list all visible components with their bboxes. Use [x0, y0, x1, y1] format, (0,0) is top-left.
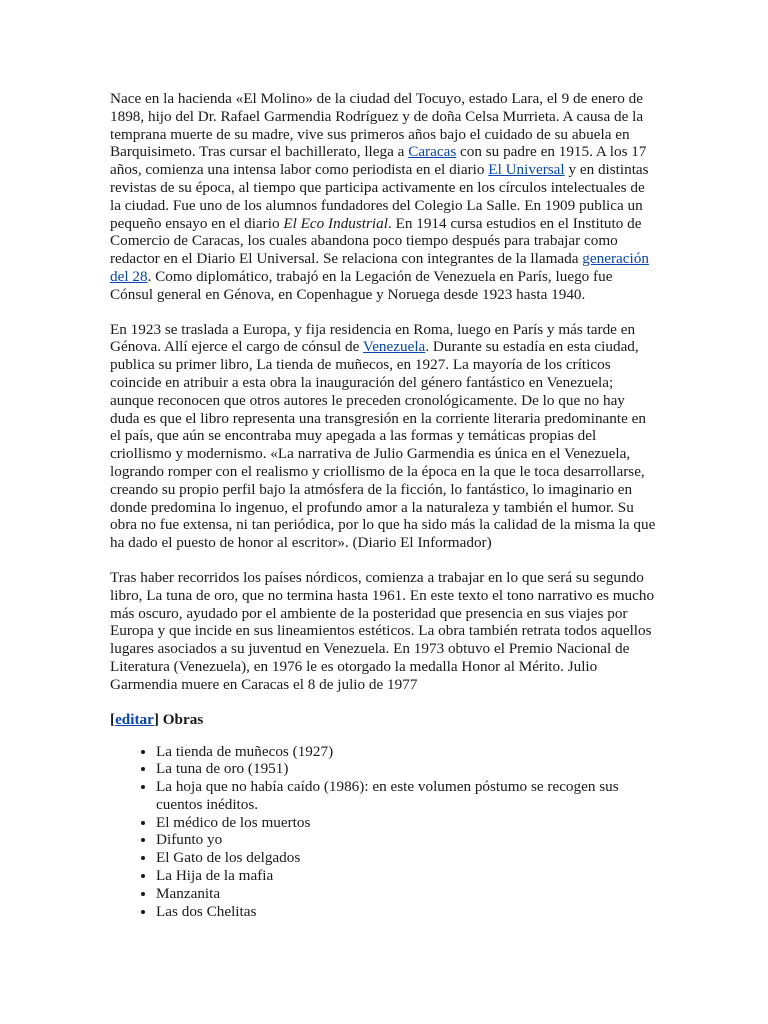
caracas-link[interactable]: Caracas — [408, 143, 457, 161]
list-item: • El médico de los muertos — [156, 814, 658, 832]
list-item: • La tienda de muñecos (1927) — [156, 743, 658, 761]
edit-bracket-open: [ — [110, 710, 116, 728]
paragraph-text: . En 1914 cursa estudios en el Instituto de Comercio de Caracas, los cuales abandona poco tiempo después para trabajar como redactor en el Diario El Universal. Se relaciona con integrantes de la llamada — [110, 214, 642, 268]
list-item: • El Gato de los delgados — [156, 849, 658, 867]
paragraph-text: y en distintas revistas de su época, al tiempo que participa activamente en los círculos intelectuales de la ciudad. Fue uno de los alumnos fundadores del Colegio La Salle. En 1909 publica un pequeño ensayo en el diario — [110, 161, 649, 232]
list-item: • Las dos Chelitas — [156, 903, 658, 921]
venezuela-link[interactable]: Venezuela — [362, 338, 426, 356]
works-list — [110, 743, 658, 921]
biography-paragraph-2 — [110, 321, 658, 552]
paragraph-text: . Como diplomático, trabajó en la Legación de Venezuela en París, luego fue Cónsul general en Génova, en Copenhague y Noruega desde 1923 hasta 1940. — [110, 267, 613, 303]
generacion-del-28-link[interactable]: generación del 28 — [110, 250, 649, 285]
section-title: Obras — [158, 710, 204, 728]
paragraph-text: . Durante su estadía en esta ciudad, publica su primer libro, La tienda de muñecos, en 1927. La mayoría de los críticos coincide en atribuir a esta obra la inauguración del género fantástico en Venezuela; aunque reconocen que otros autores le preceden cronológicamente. De lo que no hay duda es que el libro representa una transgresión en la corriente literaria predominante en el país, que aún se encontraba muy apegada a las formas y temáticas propias del criollismo y modernismo. «La narrativa de Julio Garmendia es única en el Venezuela, logrando romper con el realismo y criollismo de la época en la que le toca desarrollarse, creando su propio perfil bajo la atmósfera de la ficción, lo fantástico, lo imaginario en donde predomina lo ingenuo, el profundo amor a la naturaleza y también el humor. Su obra no fue extensa, ni tan periódica, por lo que ha sido más la calidad de la misma la que ha dado el puesto de honor al escritor». (Diario El Informador) — [110, 338, 656, 552]
eco-industrial-title: El Eco Industrial — [283, 214, 388, 232]
list-item: • La hoja que no había caído (1986): en este volumen póstumo se recogen sus cuentos inéditos. — [156, 778, 658, 814]
paragraph-text: Nace en la hacienda «El Molino» de la ciudad del Tocuyo, estado Lara, el 9 de enero de 1898, hijo del Dr. Rafael Garmendia Rodríguez y de doña Celsa Murrieta. A causa de la temprana muerte de su madre, vive sus primeros años bajo el cuidado de su abuela en Barquisimeto. Tras cursar el bachillerato, llega a — [110, 90, 644, 161]
obras-section-heading — [110, 711, 658, 729]
article-body — [110, 90, 658, 920]
biography-paragraph-1 — [110, 90, 658, 304]
list-item: • La Hija de la mafia — [156, 867, 658, 885]
paragraph-text: con su padre en 1915. A los 17 años, comienza una intensa labor como periodista en el diario — [110, 143, 647, 179]
list-item: • Difunto yo — [156, 831, 658, 849]
edit-section-link[interactable]: editar — [115, 710, 154, 728]
list-item: • Manzanita — [156, 885, 658, 903]
edit-bracket-close: ] — [153, 710, 159, 728]
biography-paragraph-3: Tras haber recorridos los países nórdicos, comienza a trabajar en lo que será su segundo libro, La tuna de oro, que no termina hasta 1961. En este texto el tono narrativo es mucho más oscuro, ayudado por el ambiente de la posteridad que presencia en sus viajes por Europa y que incide en sus lineamientos estéticos. La obra también retrata todos aquellos lugares asociados a su juventud en Venezuela. En 1973 obtuvo el Premio Nacional de Literatura (Venezuela), en 1976 le es otorgado la medalla Honor al Mérito. Julio Garmendia muere en Caracas el 8 de julio de 1977 — [110, 568, 655, 693]
paragraph-text: En 1923 se traslada a Europa, y fija residencia en Roma, luego en París y más tarde en Génova. Allí ejerce el cargo de cónsul de — [110, 320, 636, 356]
el-universal-link[interactable]: El Universal — [488, 161, 565, 179]
list-item: • La tuna de oro (1951) — [156, 760, 658, 778]
